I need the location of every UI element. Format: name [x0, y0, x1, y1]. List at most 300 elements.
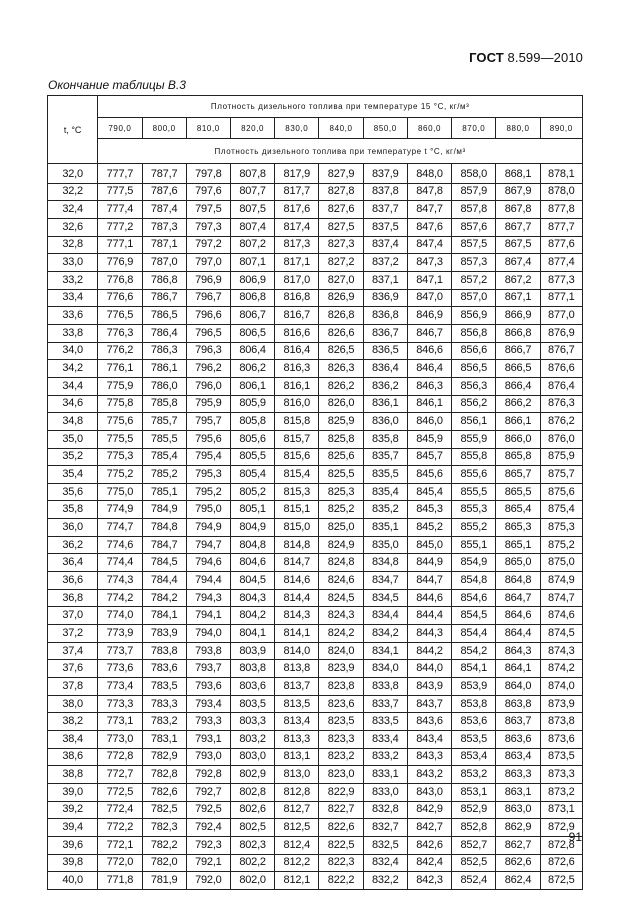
density-cell: 867,7 [496, 218, 540, 236]
density-cell: 873,9 [540, 695, 582, 713]
density-cell: 837,1 [363, 271, 407, 289]
density-cell: 843,9 [407, 678, 451, 696]
density-cell: 876,2 [540, 413, 582, 431]
density-cell: 795,0 [186, 501, 230, 519]
table-row [48, 483, 583, 501]
density-cell: 825,9 [319, 413, 363, 431]
density15-value: 820,0 [230, 118, 274, 139]
density-cell: 874,6 [540, 607, 582, 625]
table-row [48, 536, 583, 554]
density-cell: 815,3 [275, 483, 319, 501]
density-cell: 836,9 [363, 289, 407, 307]
density-cell: 804,6 [230, 554, 274, 572]
density-cell: 864,4 [496, 625, 540, 643]
density-cell: 792,4 [186, 819, 230, 837]
density-cell: 825,5 [319, 466, 363, 484]
density-cell: 852,4 [452, 872, 496, 890]
temperature-cell: 39,0 [48, 783, 98, 801]
density-cell: 776,8 [98, 271, 142, 289]
density-cell: 846,7 [407, 324, 451, 342]
density-cell: 852,9 [452, 801, 496, 819]
temperature-cell: 40,0 [48, 872, 98, 890]
density-cell: 782,9 [142, 748, 186, 766]
density-cell: 783,5 [142, 678, 186, 696]
density-cell: 813,7 [275, 678, 319, 696]
density-cell: 804,2 [230, 607, 274, 625]
density-cell: 853,1 [452, 783, 496, 801]
density-cell: 817,7 [275, 183, 319, 201]
density-cell: 832,5 [363, 836, 407, 854]
density-cell: 854,4 [452, 625, 496, 643]
density-cell: 862,9 [496, 819, 540, 837]
density-cell: 845,9 [407, 430, 451, 448]
density-cell: 864,0 [496, 678, 540, 696]
density-cell: 777,5 [98, 183, 142, 201]
density-cell: 786,3 [142, 342, 186, 360]
density-cell: 876,4 [540, 377, 582, 395]
temperature-cell: 36,8 [48, 589, 98, 607]
table-row [48, 607, 583, 625]
density-cell: 873,3 [540, 766, 582, 784]
density-cell: 824,0 [319, 642, 363, 660]
density-cell: 847,6 [407, 218, 451, 236]
density-cell: 772,2 [98, 819, 142, 837]
density-cell: 807,5 [230, 201, 274, 219]
density-cell: 876,0 [540, 430, 582, 448]
density15-value: 860,0 [407, 118, 451, 139]
density-cell: 783,2 [142, 713, 186, 731]
temperature-cell: 37,0 [48, 607, 98, 625]
density-cell: 845,4 [407, 483, 451, 501]
density-cell: 874,2 [540, 660, 582, 678]
density-cell: 785,7 [142, 413, 186, 431]
density-cell: 804,3 [230, 589, 274, 607]
density-cell: 845,3 [407, 501, 451, 519]
table-caption: Окончание таблицы В.3 [48, 78, 186, 92]
density-cell: 873,2 [540, 783, 582, 801]
density-cell: 862,6 [496, 854, 540, 872]
density-cell: 802,9 [230, 766, 274, 784]
density-cell: 807,1 [230, 254, 274, 272]
density-cell: 772,0 [98, 854, 142, 872]
density-cell: 802,5 [230, 819, 274, 837]
density-cell: 853,8 [452, 695, 496, 713]
temperature-cell: 34,0 [48, 342, 98, 360]
density-cell: 775,6 [98, 413, 142, 431]
density-cell: 782,8 [142, 766, 186, 784]
density-cell: 855,3 [452, 501, 496, 519]
density-cell: 874,3 [540, 642, 582, 660]
temperature-cell: 39,2 [48, 801, 98, 819]
density-cell: 773,0 [98, 731, 142, 749]
density-cell: 822,9 [319, 783, 363, 801]
density-cell: 816,3 [275, 360, 319, 378]
density-cell: 774,4 [98, 554, 142, 572]
density-cell: 876,6 [540, 360, 582, 378]
density-cell: 862,7 [496, 836, 540, 854]
density-cell: 835,4 [363, 483, 407, 501]
density-cell: 817,4 [275, 218, 319, 236]
density-cell: 843,3 [407, 748, 451, 766]
density-cell: 866,7 [496, 342, 540, 360]
density-cell: 822,6 [319, 819, 363, 837]
density-cell: 834,0 [363, 660, 407, 678]
density-cell: 835,2 [363, 501, 407, 519]
density-cell: 796,5 [186, 324, 230, 342]
density-cell: 842,4 [407, 854, 451, 872]
density-cell: 875,2 [540, 536, 582, 554]
density-cell: 781,9 [142, 872, 186, 890]
density-cell: 824,3 [319, 607, 363, 625]
density-cell: 817,6 [275, 201, 319, 219]
density-cell: 793,0 [186, 748, 230, 766]
density-cell: 863,8 [496, 695, 540, 713]
density-cell: 866,4 [496, 377, 540, 395]
density-cell: 794,4 [186, 572, 230, 590]
density-cell: 794,0 [186, 625, 230, 643]
density-cell: 865,1 [496, 536, 540, 554]
density-cell: 856,3 [452, 377, 496, 395]
density-cell: 797,0 [186, 254, 230, 272]
density-cell: 864,6 [496, 607, 540, 625]
density-cell: 805,1 [230, 501, 274, 519]
density-cell: 782,2 [142, 836, 186, 854]
density-cell: 842,3 [407, 872, 451, 890]
density-cell: 868,1 [496, 164, 540, 184]
table-row [48, 164, 583, 184]
table-row [48, 201, 583, 219]
density-cell: 775,2 [98, 466, 142, 484]
density-cell: 835,7 [363, 448, 407, 466]
density-cell: 776,2 [98, 342, 142, 360]
density-cell: 878,0 [540, 183, 582, 201]
table-row [48, 854, 583, 872]
density-cell: 796,3 [186, 342, 230, 360]
density-cell: 844,3 [407, 625, 451, 643]
density-cell: 845,2 [407, 519, 451, 537]
temperature-cell: 33,4 [48, 289, 98, 307]
table-row [48, 218, 583, 236]
table-row [48, 625, 583, 643]
temperature-cell: 32,2 [48, 183, 98, 201]
density-cell: 775,3 [98, 448, 142, 466]
density-cell: 823,0 [319, 766, 363, 784]
density-cell: 815,8 [275, 413, 319, 431]
density15-header: Плотность дизельного топлива при температуре 15 °C, кг/м³ [98, 96, 583, 118]
density-cell: 802,2 [230, 854, 274, 872]
density-cell: 865,7 [496, 466, 540, 484]
density-cell: 865,5 [496, 483, 540, 501]
density-cell: 843,7 [407, 695, 451, 713]
density-cell: 794,3 [186, 589, 230, 607]
temperature-cell: 33,8 [48, 324, 98, 342]
density-cell: 787,1 [142, 236, 186, 254]
density-cell: 812,7 [275, 801, 319, 819]
density-cell: 773,4 [98, 678, 142, 696]
table-row [48, 678, 583, 696]
density-cell: 823,3 [319, 731, 363, 749]
density-cell: 856,2 [452, 395, 496, 413]
density-cell: 795,7 [186, 413, 230, 431]
density-cell: 833,0 [363, 783, 407, 801]
density-cell: 827,6 [319, 201, 363, 219]
density-cell: 813,5 [275, 695, 319, 713]
density-cell: 792,0 [186, 872, 230, 890]
density-cell: 826,9 [319, 289, 363, 307]
density-cell: 773,9 [98, 625, 142, 643]
temperature-cell: 36,4 [48, 554, 98, 572]
density-cell: 873,1 [540, 801, 582, 819]
density-cell: 855,6 [452, 466, 496, 484]
density-cell: 805,6 [230, 430, 274, 448]
density-cell: 803,5 [230, 695, 274, 713]
density-cell: 842,6 [407, 836, 451, 854]
density-cell: 816,4 [275, 342, 319, 360]
density-cell: 796,9 [186, 271, 230, 289]
table-row [48, 554, 583, 572]
density-cell: 825,2 [319, 501, 363, 519]
density-cell: 816,7 [275, 307, 319, 325]
density-cell: 782,5 [142, 801, 186, 819]
temperature-cell: 34,4 [48, 377, 98, 395]
density-cell: 822,7 [319, 801, 363, 819]
density-cell: 877,6 [540, 236, 582, 254]
density-cell: 794,7 [186, 536, 230, 554]
density-cell: 794,9 [186, 519, 230, 537]
density-cell: 832,2 [363, 872, 407, 890]
table-row [48, 324, 583, 342]
density-cell: 784,5 [142, 554, 186, 572]
density-cell: 875,9 [540, 448, 582, 466]
density-cell: 875,6 [540, 483, 582, 501]
density-cell: 775,8 [98, 395, 142, 413]
density-cell: 817,0 [275, 271, 319, 289]
standard-number: 8.599—2010 [507, 50, 583, 65]
density-cell: 856,6 [452, 342, 496, 360]
density-cell: 803,2 [230, 731, 274, 749]
density-cell: 853,2 [452, 766, 496, 784]
density-cell: 812,8 [275, 783, 319, 801]
density-cell: 776,3 [98, 324, 142, 342]
document-header [469, 50, 583, 65]
density-cell: 853,4 [452, 748, 496, 766]
density-cell: 843,6 [407, 713, 451, 731]
density-cell: 854,1 [452, 660, 496, 678]
density-cell: 795,4 [186, 448, 230, 466]
density-cell: 805,2 [230, 483, 274, 501]
density-cell: 836,7 [363, 324, 407, 342]
density-cell: 822,2 [319, 872, 363, 890]
density-cell: 836,0 [363, 413, 407, 431]
density-cell: 867,1 [496, 289, 540, 307]
density15-value: 800,0 [142, 118, 186, 139]
density-cell: 816,0 [275, 395, 319, 413]
density-cell: 856,8 [452, 324, 496, 342]
density-cell: 813,4 [275, 713, 319, 731]
density-cell: 863,4 [496, 748, 540, 766]
temperature-cell: 32,4 [48, 201, 98, 219]
density-cell: 823,8 [319, 678, 363, 696]
density-cell: 795,9 [186, 395, 230, 413]
density-cell: 802,3 [230, 836, 274, 854]
density-cell: 793,6 [186, 678, 230, 696]
density-cell: 858,0 [452, 164, 496, 184]
table-row [48, 377, 583, 395]
density-cell: 805,5 [230, 448, 274, 466]
table-row [48, 801, 583, 819]
density-cell: 816,8 [275, 289, 319, 307]
density-cell: 855,9 [452, 430, 496, 448]
density-cell: 814,8 [275, 536, 319, 554]
density-cell: 814,7 [275, 554, 319, 572]
density-cell: 874,7 [540, 589, 582, 607]
density15-value: 810,0 [186, 118, 230, 139]
density-cell: 834,7 [363, 572, 407, 590]
density-cell: 823,5 [319, 713, 363, 731]
density-cell: 783,3 [142, 695, 186, 713]
density-cell: 783,9 [142, 625, 186, 643]
temperature-cell: 35,4 [48, 466, 98, 484]
density-cell: 794,1 [186, 607, 230, 625]
temperature-cell: 33,6 [48, 307, 98, 325]
density-cell: 844,6 [407, 589, 451, 607]
density-cell: 796,0 [186, 377, 230, 395]
temperature-cell: 34,6 [48, 395, 98, 413]
density-cell: 825,6 [319, 448, 363, 466]
temperature-cell: 32,6 [48, 218, 98, 236]
temperature-cell: 37,2 [48, 625, 98, 643]
density-cell: 772,5 [98, 783, 142, 801]
density-cell: 825,8 [319, 430, 363, 448]
density-cell: 847,8 [407, 183, 451, 201]
density-cell: 874,0 [540, 678, 582, 696]
table-row [48, 183, 583, 201]
density-cell: 815,4 [275, 466, 319, 484]
density-cell: 872,8 [540, 836, 582, 854]
table-row [48, 572, 583, 590]
density-cell: 844,2 [407, 642, 451, 660]
density15-value: 880,0 [496, 118, 540, 139]
density-cell: 867,5 [496, 236, 540, 254]
density-cell: 852,5 [452, 854, 496, 872]
density-cell: 772,7 [98, 766, 142, 784]
density-cell: 826,6 [319, 324, 363, 342]
density-cell: 784,1 [142, 607, 186, 625]
table-row [48, 466, 583, 484]
temperature-cell: 32,0 [48, 164, 98, 184]
density-cell: 771,8 [98, 872, 142, 890]
density-cell: 776,6 [98, 289, 142, 307]
temperature-cell: 36,2 [48, 536, 98, 554]
density-cell: 826,5 [319, 342, 363, 360]
density-cell: 775,9 [98, 377, 142, 395]
gost-label: ГОСТ [469, 50, 504, 65]
density-cell: 866,1 [496, 413, 540, 431]
density-cell: 854,6 [452, 589, 496, 607]
density-cell: 797,8 [186, 164, 230, 184]
density-cell: 813,0 [275, 766, 319, 784]
density-cell: 846,0 [407, 413, 451, 431]
table-row [48, 783, 583, 801]
density-cell: 815,7 [275, 430, 319, 448]
temperature-cell: 34,8 [48, 413, 98, 431]
density-cell: 786,7 [142, 289, 186, 307]
density-cell: 847,4 [407, 236, 451, 254]
density-cell: 843,0 [407, 783, 451, 801]
density-cell: 835,8 [363, 430, 407, 448]
density-cell: 785,8 [142, 395, 186, 413]
density-cell: 827,5 [319, 218, 363, 236]
temperature-cell: 38,0 [48, 695, 98, 713]
density-cell: 783,8 [142, 642, 186, 660]
density-cell: 845,6 [407, 466, 451, 484]
density-cell: 873,6 [540, 731, 582, 749]
density-cell: 847,1 [407, 271, 451, 289]
density-cell: 807,4 [230, 218, 274, 236]
density-cell: 836,8 [363, 307, 407, 325]
density-cell: 817,9 [275, 164, 319, 184]
density-cell: 834,8 [363, 554, 407, 572]
temperature-cell: 37,6 [48, 660, 98, 678]
density-cell: 792,1 [186, 854, 230, 872]
temperature-cell: 38,4 [48, 731, 98, 749]
density-cell: 806,5 [230, 324, 274, 342]
density-cell: 813,1 [275, 748, 319, 766]
density-cell: 797,2 [186, 236, 230, 254]
density-cell: 865,0 [496, 554, 540, 572]
density-cell: 786,1 [142, 360, 186, 378]
density15-value: 850,0 [363, 118, 407, 139]
density-cell: 873,5 [540, 748, 582, 766]
density-cell: 875,4 [540, 501, 582, 519]
density-cell: 846,4 [407, 360, 451, 378]
density-cell: 774,0 [98, 607, 142, 625]
density-cell: 773,6 [98, 660, 142, 678]
temperature-cell: 36,0 [48, 519, 98, 537]
density-cell: 784,9 [142, 501, 186, 519]
table-row [48, 271, 583, 289]
density-cell: 837,2 [363, 254, 407, 272]
density-cell: 814,1 [275, 625, 319, 643]
density-cell: 805,9 [230, 395, 274, 413]
density-cell: 877,4 [540, 254, 582, 272]
density-cell: 773,1 [98, 713, 142, 731]
density-cell: 833,1 [363, 766, 407, 784]
density-cell: 787,6 [142, 183, 186, 201]
density-cell: 854,2 [452, 642, 496, 660]
table-row [48, 254, 583, 272]
density-cell: 875,0 [540, 554, 582, 572]
density-cell: 878,1 [540, 164, 582, 184]
density-cell: 833,4 [363, 731, 407, 749]
table-row [48, 430, 583, 448]
table-row [48, 731, 583, 749]
density-cell: 825,3 [319, 483, 363, 501]
table-row [48, 642, 583, 660]
density-cell: 866,9 [496, 307, 540, 325]
density-cell: 842,7 [407, 819, 451, 837]
density-cell: 792,5 [186, 801, 230, 819]
density-cell: 867,2 [496, 271, 540, 289]
density-cell: 772,4 [98, 801, 142, 819]
density-cell: 834,4 [363, 607, 407, 625]
density-cell: 777,4 [98, 201, 142, 219]
density-cell: 854,5 [452, 607, 496, 625]
table-row [48, 872, 583, 890]
density-cell: 803,0 [230, 748, 274, 766]
density-cell: 816,6 [275, 324, 319, 342]
density-cell: 803,3 [230, 713, 274, 731]
